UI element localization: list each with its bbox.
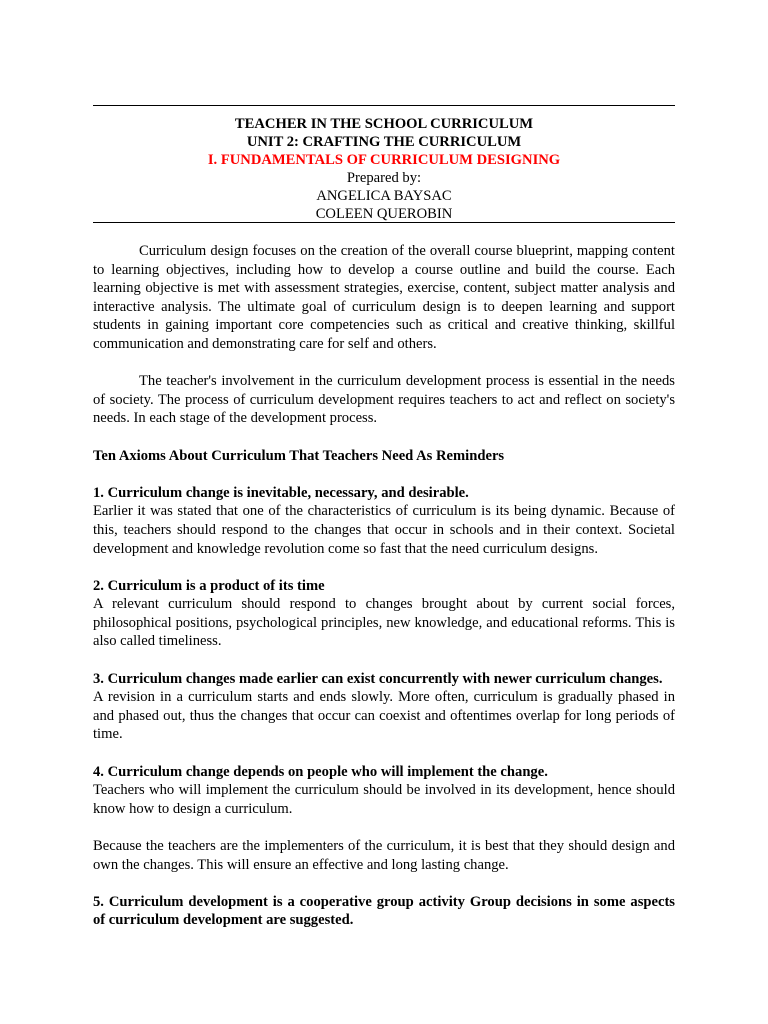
axiom-title: 3. Curriculum changes made earlier can exist concurrently with newer curriculum changes. bbox=[93, 670, 663, 687]
axiom-title: 5. Curriculum development is a cooperative group activity Group decisions in some aspects of curriculum development are suggested. bbox=[93, 893, 675, 929]
author-name: COLEEN QUEROBIN bbox=[315, 206, 453, 222]
author-name: ANGELICA BAYSAC bbox=[316, 188, 452, 204]
axiom-text: Because the teachers are the implementers of the curriculum, it is best that they should design and own the changes. This will ensure an effective and long lasting change. bbox=[93, 838, 675, 873]
axiom-text: A revision in a curriculum starts and ends slowly. More often, curriculum is gradually phased in and phased out, thus the changes that occur can coexist and oftentimes overlap for long periods of time. bbox=[93, 689, 675, 743]
document-body bbox=[93, 242, 675, 930]
course-title: TEACHER IN THE SCHOOL CURRICULUM bbox=[234, 116, 534, 132]
axioms-heading: Ten Axioms About Curriculum That Teachers Need As Reminders bbox=[93, 447, 505, 464]
axiom-text: Earlier it was stated that one of the characteristics of curriculum is its being dynamic. Because of this, teachers should respond to the changes that occur in schools and in their context. Societal development and knowledge revolution come so fast that the need curriculum designs. bbox=[93, 503, 675, 557]
document-header bbox=[93, 115, 675, 223]
intro-paragraph: Curriculum design focuses on the creation of the overall course blueprint, mapping content to learning objectives, including how to develop a course outline and build the course. Each learning objective is met with assessment strategies, exercise, content, subject matter analysis and interactive analysis. The ultimate goal of curriculum design is to deepen learning and support students in gaining important core competencies such as critical and creative thinking, skillful communication and demonstrating care for self and others. bbox=[93, 243, 675, 352]
axiom-text: A relevant curriculum should respond to changes brought about by current social forces, philosophical positions, psychological principles, new knowledge, and educational reforms. This is also called timeliness. bbox=[93, 596, 675, 650]
axiom-title: 1. Curriculum change is inevitable, necessary, and desirable. bbox=[93, 484, 469, 501]
section-title: I. FUNDAMENTALS OF CURRICULUM DESIGNING bbox=[207, 152, 561, 168]
intro-paragraph: The teacher's involvement in the curriculum development process is essential in the needs of society. The process of curriculum development requires teachers to act and reflect on society's needs. In each stage of the development process. bbox=[93, 373, 675, 427]
bottom-rule bbox=[93, 222, 675, 223]
top-rule bbox=[93, 105, 675, 106]
axiom-title: 4. Curriculum change depends on people who will implement the change. bbox=[93, 763, 548, 780]
prepared-by-label: Prepared by: bbox=[346, 170, 422, 186]
unit-title: UNIT 2: CRAFTING THE CURRICULUM bbox=[246, 134, 522, 150]
axiom-text: Teachers who will implement the curriculum should be involved in its development, hence should know how to design a curriculum. bbox=[93, 782, 675, 817]
axiom-title: 2. Curriculum is a product of its time bbox=[93, 577, 325, 594]
